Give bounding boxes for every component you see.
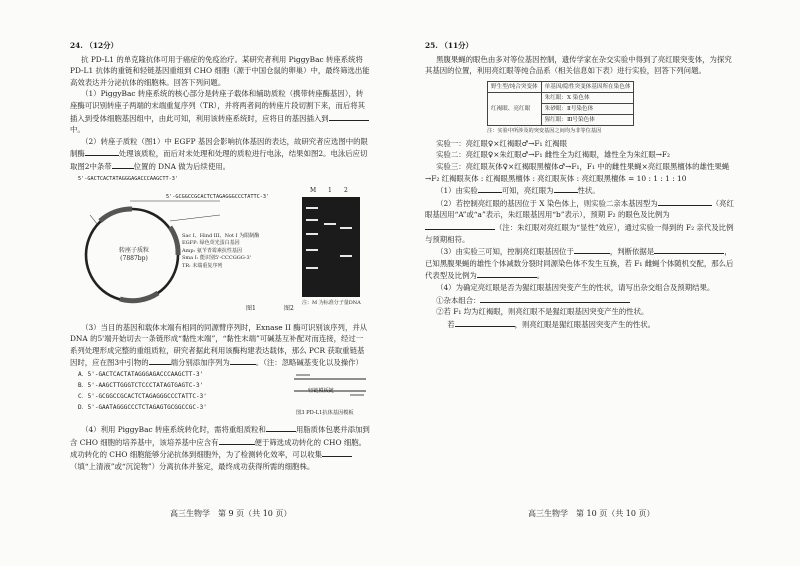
q25-part1: （1）由实验 可知，亮红眼为 性状。 bbox=[436, 186, 600, 196]
answer-blank[interactable] bbox=[477, 269, 537, 278]
answer-blank[interactable] bbox=[425, 221, 495, 230]
fig1-caption: 图1 bbox=[246, 304, 256, 312]
gel-image bbox=[302, 197, 360, 297]
q24-part3: （3）当目的基因和载体末端有相同的同源臂序列时，Exnase II 酶可识别该序列，并从 DNA 的5'端开始切去一条链形成“黏性末端”，“黏性末端”可碱基互补配对而连接，经过一系列处理形成完整的重组质粒，研究者据此利用该酶构建表达载体，那么 PCR 获取重链基因时，应在图3中引物的 端分别添加序列为 。（注：忽略碱基变化以及操作） bbox=[70, 322, 368, 368]
answer-blank[interactable] bbox=[574, 245, 610, 254]
seq-top: 5'-GACTCACTATAGGGAGACCCAAGCTT-3' bbox=[78, 175, 178, 182]
right-page-footer: 高三生物学 第 10 页（共 10 页） bbox=[528, 509, 655, 518]
q24-part2: （2）转座子质粒（图1）中 EGFP 基因会影响抗体基因的表达，故研究者应选图中的限制酶 处理该质粒，而后对未处理和处理的质粒进行电泳，结果如图2。电泳后应切取图2中条带 位置的 DNA 做为后续使用。 bbox=[70, 136, 368, 171]
answer-blank[interactable] bbox=[654, 245, 724, 254]
answer-blank[interactable] bbox=[478, 184, 502, 193]
answer-blank[interactable] bbox=[230, 356, 256, 365]
experiment-2: 实验二：亮红眼♀×朱红眼♂→F₁ 雌性全为红褐眼，雄性全为朱红眼→F₂ bbox=[436, 150, 670, 160]
q25-number: 25. （11分） bbox=[425, 41, 473, 50]
answer-blank[interactable] bbox=[219, 436, 255, 445]
table-cell: 朱砂眼：Ⅱ号染色体 bbox=[541, 103, 634, 114]
strain-table bbox=[487, 81, 634, 126]
q24-part4: （4）利用 PiggyBac 转座系统转化时，需将重组质粒和 用脂质体包裹并添加到含 CHO 细胞的培养基中，该培养基中应含有 便于筛选成功转化的 CHO 细胞。成功转化的 CHO 细胞能够分泌抗体到细胞外，为了检测转化效率，可以收集（填“上清液”或“沉淀物”）分离抗体并鉴定，最终成功获得所需的细胞株。 bbox=[70, 424, 370, 471]
answer-blank[interactable] bbox=[266, 423, 296, 432]
figure-1-2-row: 5'-GACTCACTATAGGGAGACCCAAGCTT-3' 5'-GCGGCCGCACTCTAGAGGGCCCTATTC-3' 转座子质粒 (7887bp) Sac I、Hind III、Not I 为限制酶 EGFP: 绿色荧光蛋白基因 Amp: 氨苄青霉素抗性基因 Sma I: 能识别5'-CCCGGG-3' TR: 末端重复序列 图1 M 1 2 注：M 为标准分子量DNA 图2 bbox=[70, 175, 370, 320]
seq-mid: 5'-GCGGCCGCACTCTAGAGGGCCCTATTC-3' bbox=[166, 193, 270, 200]
q24-part1: （1）PiggyBac 转座系统的核心部分是转座子载体和辅助质粒（携带转座酶基因），转座酶可识别转座子两端的末端重复序列（TR），并将两者间的转座片段切割下来，而后将其插入到受体细胞基因组中，由此可知，利用该转座系统时，应将目的基因插入到中。 bbox=[70, 88, 370, 135]
q24-intro: 抗 PD-L1 的单克隆抗体可用于癌症的免疫治疗。某研究者利用 PiggyBac 转座系统将 PD-L1 抗体的重链和轻链基因重组到 CHO 细胞（源于中国仓鼠的卵巢）中，最终筛选出能高效表达并分泌抗体的细胞株。回答下列问题。 bbox=[70, 54, 370, 87]
answer-blank[interactable] bbox=[658, 197, 712, 206]
q25-part3: （3）由实验三可知，控制亮红眼基因位于 ，判断依据是 ，已知黑腹果蝇的雄性个体减数分裂时同源染色体不发生互换，若 F₁ 雌蝇个体随机交配，那么后代表型及比例为 。 bbox=[425, 247, 734, 281]
table-note: 注：实验中所涉及的突变基因之间均为非等位基因 bbox=[487, 127, 602, 134]
answer-blank[interactable] bbox=[329, 112, 369, 121]
answer-blank[interactable] bbox=[85, 147, 119, 156]
option-d[interactable]: D．5'-GAATAGGGCCCTCTAGAGTGCGGCCGC-3' bbox=[78, 403, 207, 411]
plasmid-label: 转座子质粒 (7887bp) bbox=[118, 246, 149, 262]
fig3-label: 轻链模板链 bbox=[308, 387, 334, 394]
question-24 bbox=[70, 40, 370, 472]
answer-blank[interactable] bbox=[554, 184, 578, 193]
answer-blank[interactable] bbox=[149, 356, 171, 365]
q25-intro: 黑腹果蝇的眼色由多对等位基因控制，遗传学家在杂交实验中得到了亮红眼突变体，为探究其基因的位置，利用亮红眼等纯合品系（相关信息如下表）进行实验，回答下列问题。 bbox=[425, 54, 732, 76]
q25-part4-1: ①杂本组合： bbox=[425, 294, 735, 307]
q25-part2: （2）若控制亮红眼的基因位于 X 染色体上，则实验二亲本基因型为 （亮红眼基因用“A”或“a”表示，朱红眼基因用“b”表示），预期 F₂ 的眼色及比例为（注：朱红眼对亮红眼为“显性”效应），通过实验一得到的 F₂ 亲代及比例与预期相符。 bbox=[425, 198, 734, 244]
fig3-caption: 图3 PD-L1抗体基因模板 bbox=[296, 409, 354, 416]
table-cell: 猩红眼：Ⅲ号染色体 bbox=[541, 114, 634, 125]
table-cell: 红褐眼、亮红眼 bbox=[488, 92, 542, 125]
option-b[interactable]: B．5'-AAGCTTGGGTCTCCCTATAGTGAGTC-3' bbox=[78, 381, 204, 389]
table-header: 野生型/纯合突变体 bbox=[488, 81, 542, 92]
options-and-fig3 bbox=[70, 369, 370, 423]
experiment-1: 实验一：亮红眼♀×红褐眼♂→F₁ 红褐眼 bbox=[436, 138, 568, 148]
answer-blank[interactable] bbox=[112, 160, 134, 169]
question-25 bbox=[425, 40, 735, 330]
figure-legend: Sac I、Hind III、Not I 为限制酶 EGFP: 绿色荧光蛋白基因 Amp: 氨苄青霉素抗性基因 Sma I: 能识别5'-CCCGGG-3' TR: 末端重复序列 bbox=[182, 232, 260, 269]
left-page-footer: 高三生物学 第 9 页（共 10 页） bbox=[170, 509, 292, 518]
answer-blank[interactable] bbox=[322, 448, 352, 457]
q25-part4: （4）为确定亮红眼是否为猩红眼基因突变产生的性状，请写出杂交组合及预期结果。 bbox=[436, 282, 715, 292]
q25-part4-2: ②若 F₁ 均为红褐眼，则亮红眼不是猩红眼基因突变产生的性状。 bbox=[436, 307, 649, 317]
answer-blank[interactable] bbox=[455, 318, 515, 327]
table-header: 单基因/隐性突变体基因所在染色体 bbox=[541, 81, 634, 92]
table-cell: 朱红眼：X 染色体 bbox=[541, 92, 634, 103]
strain-table-wrap bbox=[487, 81, 735, 135]
q25-part4-3: 若 ，则亮红眼是猩红眼基因突变产生的性状。 bbox=[447, 319, 656, 329]
option-a[interactable]: A．5'-GACTCACTATAGGGAGACCCAAGCTT-3' bbox=[78, 370, 204, 378]
option-c[interactable]: C．5'-GCGGCCGCACTCTAGAGGGCCCTATTC-3' bbox=[78, 392, 207, 400]
q24-number: 24. （12分） bbox=[70, 41, 118, 50]
fig2-caption: 图2 bbox=[284, 304, 294, 312]
fig2-note: 注：M 为标准分子量DNA bbox=[302, 299, 361, 306]
answer-blank[interactable] bbox=[480, 294, 630, 303]
experiment-3: 实验三：亮红眼灰体♀×红褐眼黑檀体♂→F₁，F₁ 中的雌性果蝇×亮红眼黑檀体的雄性果蝇→F₂ 红褐眼灰体 : 红褐眼黑檀体 : 亮红眼灰体 : 亮红眼黑檀体 = 10 : 1 : 1 : 10 bbox=[425, 161, 730, 183]
